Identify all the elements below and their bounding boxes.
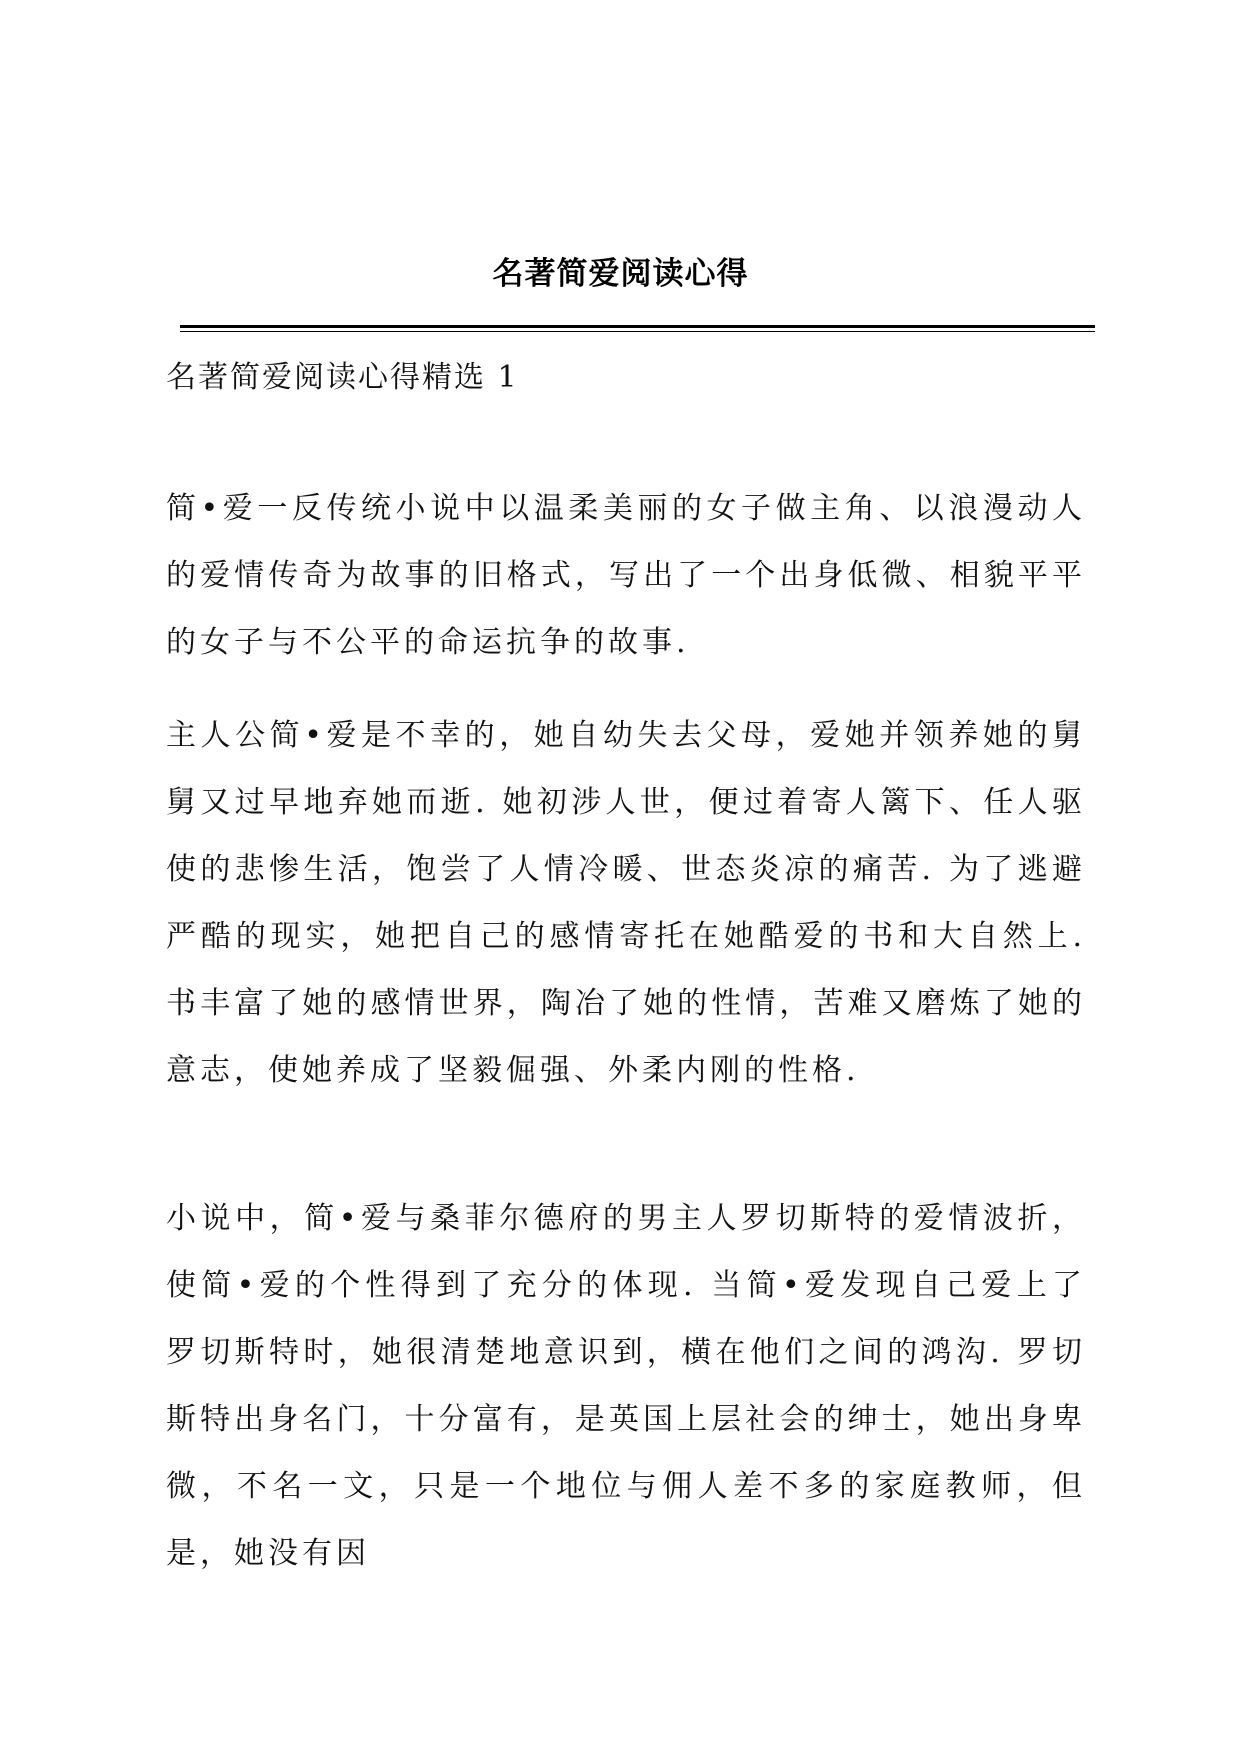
paragraph-2: 主人公简•爱是不幸的，她自幼失去父母，爱她并领养她的舅舅又过早地弃她而逝. 她初涉人世，便过着寄人篱下、任人驱使的悲惨生活，饱尝了人情冷暖、世态炎凉的痛苦. 为了逃避严酷的现实，她把自己的感情寄托在她酷爱的书和大自然上. 书丰富了她的感情世界，陶冶了她的性情，苦难又磨炼了她的意志，使她养成了坚毅倔强、外柔内刚的性格. — [166, 718, 1086, 1088]
section-heading: 名著简爱阅读心得精选 1 — [166, 360, 519, 395]
paragraph-1: 简•爱一反传统小说中以温柔美丽的女子做主角、以浪漫动人的爱情传奇为故事的旧格式，写出了一个出身低微、相貌平平的女子与不公平的命运抗争的故事. — [166, 491, 1086, 660]
title-divider — [180, 325, 1095, 332]
document-title: 名著简爱阅读心得 — [492, 256, 749, 292]
paragraph-3: 小说中，简•爱与桑菲尔德府的男主人罗切斯特的爱情波折，使简•爱的个性得到了充分的体现. 当简•爱发现自己爱上了罗切斯特时，她很清楚地意识到，横在他们之间的鸿沟. 罗切斯特出身名门，十分富有，是英国上层社会的绅士，她出身卑微，不名一文，只是一个地位与佣人差不多的家庭教师，但是，她没有因 — [166, 1201, 1086, 1571]
